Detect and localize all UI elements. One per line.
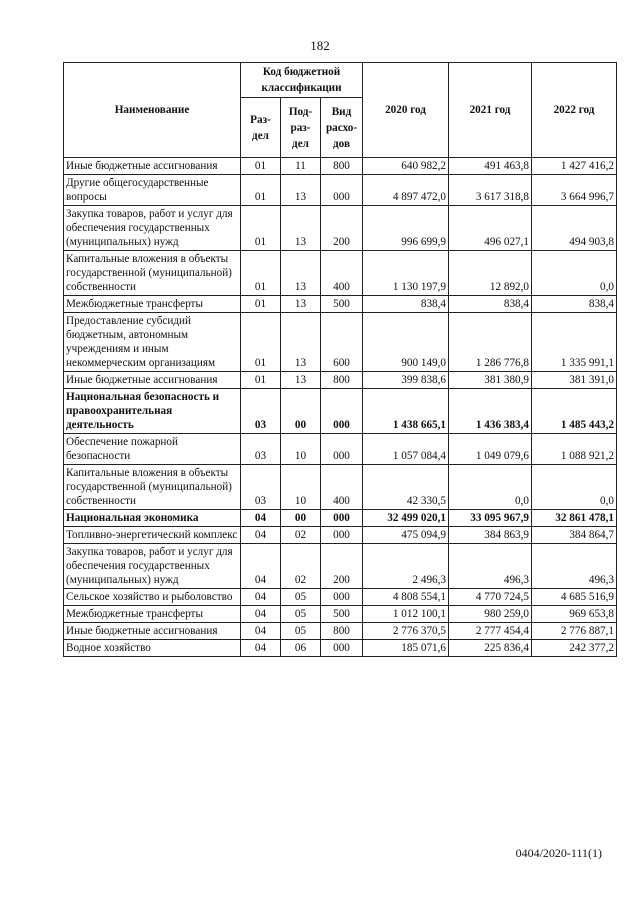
row-razdel: 01 (241, 372, 281, 389)
row-name: Другие общегосударственные вопросы (64, 175, 241, 206)
row-vid: 000 (321, 527, 363, 544)
table-row (64, 372, 617, 389)
table-row (64, 434, 617, 465)
table-row (64, 510, 617, 527)
page-number: 182 (310, 38, 330, 53)
row-value-2022: 838,4 (532, 296, 617, 313)
row-podrazdel: 06 (281, 640, 321, 657)
row-value-2022: 242 377,2 (532, 640, 617, 657)
header-2020: 2020 год (363, 63, 449, 158)
row-value-2021: 4 770 724,5 (449, 589, 532, 606)
row-value-2020: 185 071,6 (363, 640, 449, 657)
row-podrazdel: 13 (281, 313, 321, 372)
table-row (64, 589, 617, 606)
row-name: Предоставление субсидий бюджетным, автономным учреждениям и иным некоммерческим организациям (64, 313, 241, 372)
row-vid: 800 (321, 372, 363, 389)
row-value-2022: 32 861 478,1 (532, 510, 617, 527)
row-podrazdel: 13 (281, 372, 321, 389)
table-row (64, 313, 617, 372)
row-value-2020: 1 130 197,9 (363, 251, 449, 296)
row-podrazdel: 05 (281, 589, 321, 606)
row-name: Обеспечение пожарной безопасности (64, 434, 241, 465)
row-value-2021: 384 863,9 (449, 527, 532, 544)
row-value-2021: 491 463,8 (449, 158, 532, 175)
row-vid: 500 (321, 296, 363, 313)
row-value-2020: 1 057 084,4 (363, 434, 449, 465)
row-vid: 000 (321, 434, 363, 465)
row-value-2021: 33 095 967,9 (449, 510, 532, 527)
header-2021: 2021 год (449, 63, 532, 158)
row-value-2021: 1 286 776,8 (449, 313, 532, 372)
row-value-2020: 996 699,9 (363, 206, 449, 251)
row-vid: 800 (321, 623, 363, 640)
row-razdel: 04 (241, 640, 281, 657)
row-podrazdel: 00 (281, 510, 321, 527)
row-razdel: 01 (241, 175, 281, 206)
row-podrazdel: 05 (281, 623, 321, 640)
row-vid: 400 (321, 251, 363, 296)
row-value-2020: 900 149,0 (363, 313, 449, 372)
row-name: Иные бюджетные ассигнования (64, 158, 241, 175)
row-name: Сельское хозяйство и рыболовство (64, 589, 241, 606)
row-value-2020: 399 838,6 (363, 372, 449, 389)
row-value-2020: 42 330,5 (363, 465, 449, 510)
row-name: Межбюджетные трансферты (64, 296, 241, 313)
row-vid: 800 (321, 158, 363, 175)
row-value-2020: 1 438 665,1 (363, 389, 449, 434)
row-value-2020: 838,4 (363, 296, 449, 313)
table-row (64, 465, 617, 510)
row-value-2020: 4 808 554,1 (363, 589, 449, 606)
table-row (64, 206, 617, 251)
row-razdel: 04 (241, 589, 281, 606)
table-row (64, 389, 617, 434)
document-code: 0404/2020-111(1) (515, 846, 602, 860)
row-value-2020: 2 496,3 (363, 544, 449, 589)
row-value-2022: 494 903,8 (532, 206, 617, 251)
row-razdel: 04 (241, 606, 281, 623)
row-value-2022: 0,0 (532, 251, 617, 296)
row-value-2022: 1 088 921,2 (532, 434, 617, 465)
row-value-2021: 980 259,0 (449, 606, 532, 623)
row-vid: 000 (321, 589, 363, 606)
row-value-2021: 0,0 (449, 465, 532, 510)
row-podrazdel: 10 (281, 465, 321, 510)
row-razdel: 04 (241, 510, 281, 527)
row-value-2020: 2 776 370,5 (363, 623, 449, 640)
row-value-2022: 969 653,8 (532, 606, 617, 623)
row-razdel: 03 (241, 434, 281, 465)
table-body (64, 158, 617, 657)
row-name: Межбюджетные трансферты (64, 606, 241, 623)
table-row (64, 544, 617, 589)
row-razdel: 04 (241, 527, 281, 544)
row-vid: 500 (321, 606, 363, 623)
row-razdel: 01 (241, 296, 281, 313)
header-2022: 2022 год (532, 63, 617, 158)
row-value-2021: 1 436 383,4 (449, 389, 532, 434)
row-razdel: 01 (241, 206, 281, 251)
row-name: Закупка товаров, работ и услуг для обеспечения государственных (муниципальных) нужд (64, 544, 241, 589)
row-vid: 000 (321, 640, 363, 657)
table-row (64, 527, 617, 544)
row-value-2022: 2 776 887,1 (532, 623, 617, 640)
table-row (64, 175, 617, 206)
row-value-2022: 1 427 416,2 (532, 158, 617, 175)
table-row (64, 251, 617, 296)
header-code-group: Код бюджетной классификации (241, 63, 363, 98)
row-podrazdel: 13 (281, 206, 321, 251)
row-razdel: 04 (241, 544, 281, 589)
row-vid: 200 (321, 206, 363, 251)
row-podrazdel: 13 (281, 251, 321, 296)
header-podrazdel: Под-раз-дел (281, 98, 321, 158)
row-value-2020: 32 499 020,1 (363, 510, 449, 527)
row-podrazdel: 05 (281, 606, 321, 623)
row-podrazdel: 13 (281, 175, 321, 206)
row-name: Капитальные вложения в объекты государственной (муниципальной) собственности (64, 465, 241, 510)
row-name: Водное хозяйство (64, 640, 241, 657)
row-value-2022: 3 664 996,7 (532, 175, 617, 206)
row-razdel: 03 (241, 465, 281, 510)
row-name: Иные бюджетные ассигнования (64, 623, 241, 640)
row-value-2022: 1 485 443,2 (532, 389, 617, 434)
row-value-2021: 381 380,9 (449, 372, 532, 389)
row-value-2022: 4 685 516,9 (532, 589, 617, 606)
row-value-2020: 4 897 472,0 (363, 175, 449, 206)
row-name: Национальная экономика (64, 510, 241, 527)
table-row (64, 606, 617, 623)
header-razdel: Раз-дел (241, 98, 281, 158)
row-value-2021: 3 617 318,8 (449, 175, 532, 206)
header-name: Наименование (64, 63, 241, 158)
row-podrazdel: 02 (281, 544, 321, 589)
row-name: Национальная безопасность и правоохранительная деятельность (64, 389, 241, 434)
row-vid: 600 (321, 313, 363, 372)
row-value-2021: 1 049 079,6 (449, 434, 532, 465)
row-value-2021: 496 027,1 (449, 206, 532, 251)
row-value-2022: 381 391,0 (532, 372, 617, 389)
row-value-2020: 1 012 100,1 (363, 606, 449, 623)
budget-table (63, 62, 617, 657)
table-row (64, 158, 617, 175)
row-razdel: 03 (241, 389, 281, 434)
row-razdel: 04 (241, 623, 281, 640)
row-value-2021: 225 836,4 (449, 640, 532, 657)
row-vid: 000 (321, 510, 363, 527)
table-row (64, 640, 617, 657)
row-name: Капитальные вложения в объекты государственной (муниципальной) собственности (64, 251, 241, 296)
row-value-2021: 838,4 (449, 296, 532, 313)
row-podrazdel: 00 (281, 389, 321, 434)
row-podrazdel: 02 (281, 527, 321, 544)
row-name: Иные бюджетные ассигнования (64, 372, 241, 389)
row-value-2021: 2 777 454,4 (449, 623, 532, 640)
row-podrazdel: 13 (281, 296, 321, 313)
row-value-2022: 0,0 (532, 465, 617, 510)
row-podrazdel: 11 (281, 158, 321, 175)
row-value-2022: 384 864,7 (532, 527, 617, 544)
row-vid: 400 (321, 465, 363, 510)
row-vid: 200 (321, 544, 363, 589)
row-value-2021: 12 892,0 (449, 251, 532, 296)
row-value-2020: 640 982,2 (363, 158, 449, 175)
row-value-2022: 1 335 991,1 (532, 313, 617, 372)
row-value-2021: 496,3 (449, 544, 532, 589)
row-name: Топливно-энергетический комплекс (64, 527, 241, 544)
table-row (64, 296, 617, 313)
row-razdel: 01 (241, 313, 281, 372)
header-vid: Вид расхо-дов (321, 98, 363, 158)
row-name: Закупка товаров, работ и услуг для обеспечения государственных (муниципальных) нужд (64, 206, 241, 251)
row-podrazdel: 10 (281, 434, 321, 465)
row-razdel: 01 (241, 251, 281, 296)
row-value-2020: 475 094,9 (363, 527, 449, 544)
row-vid: 000 (321, 389, 363, 434)
row-value-2022: 496,3 (532, 544, 617, 589)
table-row (64, 623, 617, 640)
row-razdel: 01 (241, 158, 281, 175)
row-vid: 000 (321, 175, 363, 206)
